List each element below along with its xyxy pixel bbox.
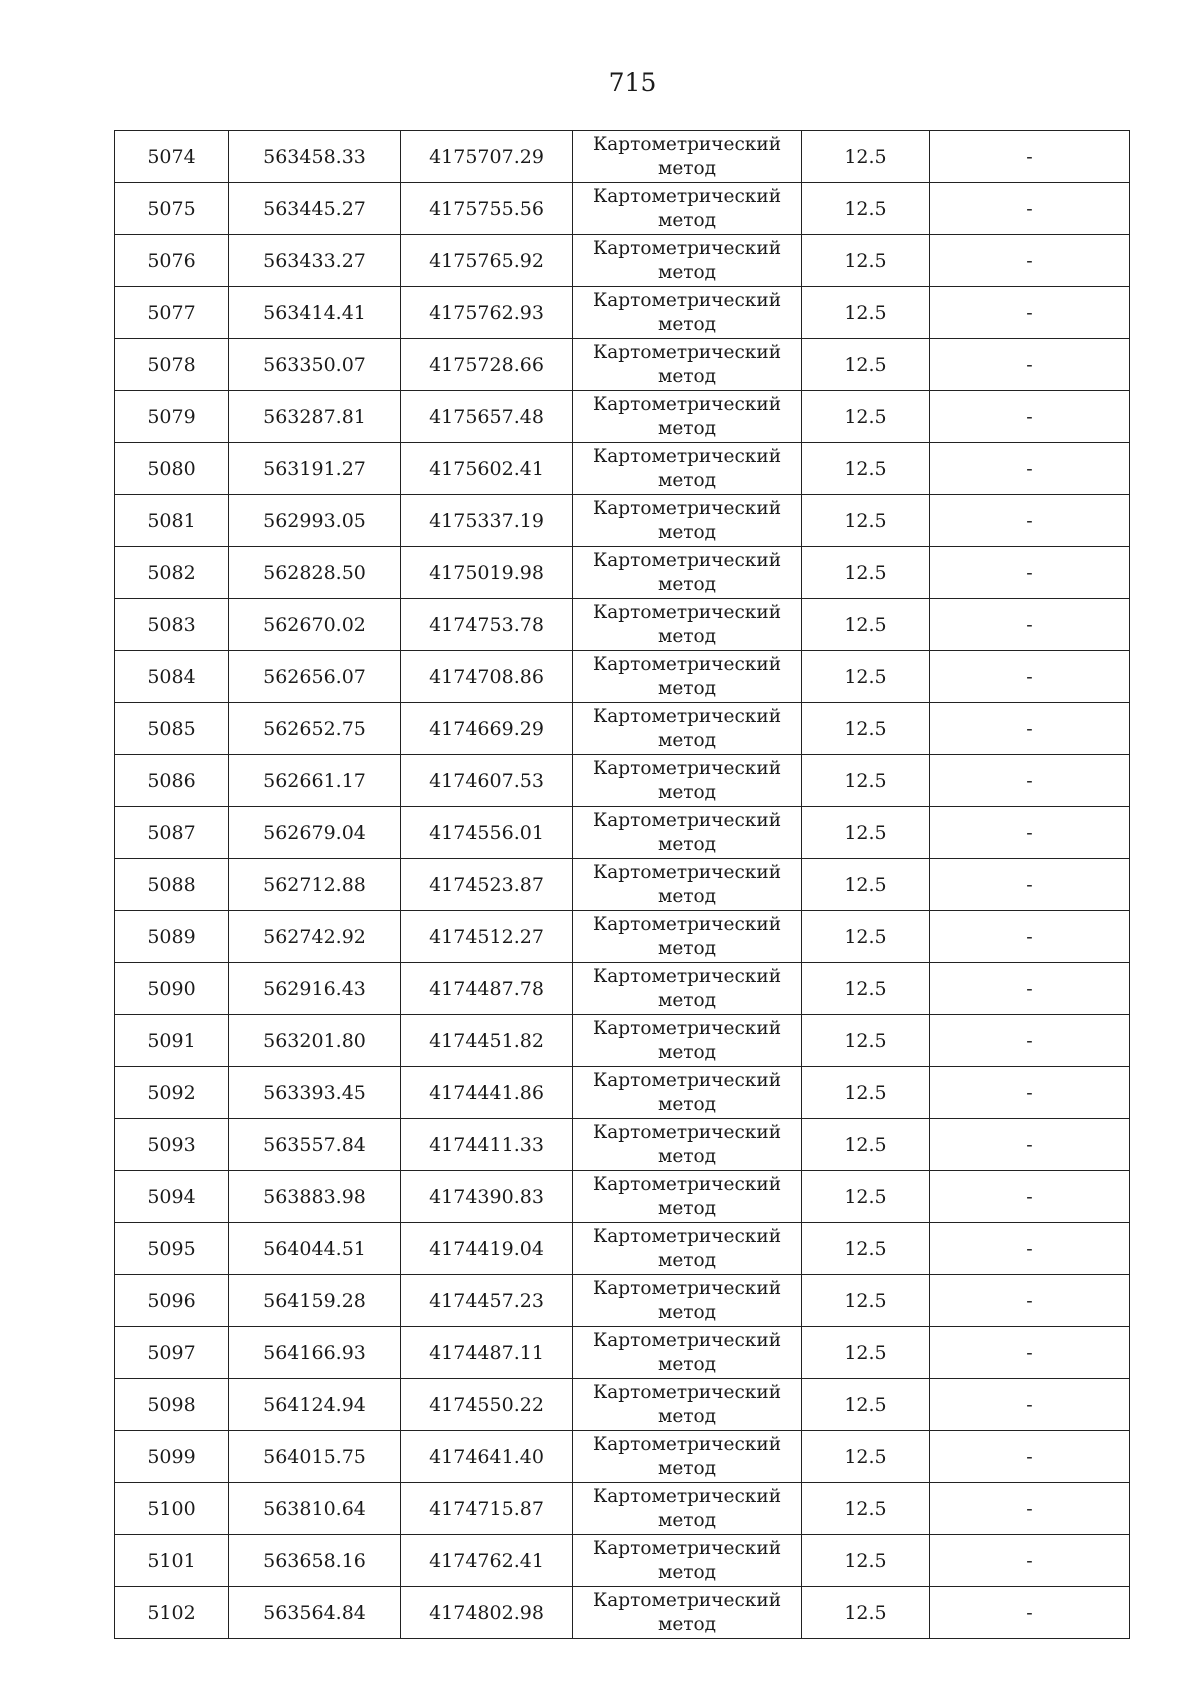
table-row	[115, 1119, 1130, 1171]
x-coordinate-cell: 563393.45	[229, 1067, 401, 1119]
accuracy-cell: 12.5	[802, 235, 930, 287]
point-number-cell: 5086	[115, 755, 229, 807]
method-cell: Картометрический метод	[573, 1327, 802, 1379]
method-cell: Картометрический метод	[573, 1379, 802, 1431]
y-coordinate-cell: 4174411.33	[401, 1119, 573, 1171]
y-coordinate-cell: 4174708.86	[401, 651, 573, 703]
point-number-cell: 5076	[115, 235, 229, 287]
table-row	[115, 495, 1130, 547]
point-number-cell: 5093	[115, 1119, 229, 1171]
point-number-cell: 5095	[115, 1223, 229, 1275]
point-number-cell: 5085	[115, 703, 229, 755]
x-coordinate-cell: 563445.27	[229, 183, 401, 235]
accuracy-cell: 12.5	[802, 1379, 930, 1431]
x-coordinate-cell: 564159.28	[229, 1275, 401, 1327]
method-cell: Картометрический метод	[573, 1483, 802, 1535]
y-coordinate-cell: 4175755.56	[401, 183, 573, 235]
point-number-cell: 5077	[115, 287, 229, 339]
table-row	[115, 1431, 1130, 1483]
table-row	[115, 1535, 1130, 1587]
accuracy-cell: 12.5	[802, 1223, 930, 1275]
note-cell: -	[930, 1119, 1130, 1171]
note-cell: -	[930, 1431, 1130, 1483]
x-coordinate-cell: 562679.04	[229, 807, 401, 859]
accuracy-cell: 12.5	[802, 1067, 930, 1119]
y-coordinate-cell: 4175765.92	[401, 235, 573, 287]
accuracy-cell: 12.5	[802, 131, 930, 183]
point-number-cell: 5100	[115, 1483, 229, 1535]
note-cell: -	[930, 599, 1130, 651]
x-coordinate-cell: 562993.05	[229, 495, 401, 547]
table-row	[115, 547, 1130, 599]
accuracy-cell: 12.5	[802, 703, 930, 755]
accuracy-cell: 12.5	[802, 755, 930, 807]
note-cell: -	[930, 1223, 1130, 1275]
point-number-cell: 5084	[115, 651, 229, 703]
point-number-cell: 5081	[115, 495, 229, 547]
note-cell: -	[930, 547, 1130, 599]
point-number-cell: 5074	[115, 131, 229, 183]
accuracy-cell: 12.5	[802, 599, 930, 651]
x-coordinate-cell: 562656.07	[229, 651, 401, 703]
y-coordinate-cell: 4174457.23	[401, 1275, 573, 1327]
y-coordinate-cell: 4174762.41	[401, 1535, 573, 1587]
note-cell: -	[930, 1327, 1130, 1379]
method-cell: Картометрический метод	[573, 599, 802, 651]
x-coordinate-cell: 563658.16	[229, 1535, 401, 1587]
method-cell: Картометрический метод	[573, 391, 802, 443]
accuracy-cell: 12.5	[802, 391, 930, 443]
accuracy-cell: 12.5	[802, 963, 930, 1015]
table-row	[115, 1483, 1130, 1535]
note-cell: -	[930, 1379, 1130, 1431]
table-row	[115, 1015, 1130, 1067]
y-coordinate-cell: 4174550.22	[401, 1379, 573, 1431]
y-coordinate-cell: 4175728.66	[401, 339, 573, 391]
y-coordinate-cell: 4174556.01	[401, 807, 573, 859]
table-row	[115, 339, 1130, 391]
accuracy-cell: 12.5	[802, 1483, 930, 1535]
table-row	[115, 391, 1130, 443]
note-cell: -	[930, 1483, 1130, 1535]
point-number-cell: 5090	[115, 963, 229, 1015]
method-cell: Картометрический метод	[573, 911, 802, 963]
x-coordinate-cell: 562652.75	[229, 703, 401, 755]
point-number-cell: 5096	[115, 1275, 229, 1327]
point-number-cell: 5083	[115, 599, 229, 651]
x-coordinate-cell: 563287.81	[229, 391, 401, 443]
y-coordinate-cell: 4174669.29	[401, 703, 573, 755]
x-coordinate-cell: 563191.27	[229, 443, 401, 495]
table-row	[115, 1067, 1130, 1119]
coordinates-table	[114, 130, 1130, 1639]
accuracy-cell: 12.5	[802, 339, 930, 391]
table-row	[115, 963, 1130, 1015]
table-row	[115, 703, 1130, 755]
method-cell: Картометрический метод	[573, 547, 802, 599]
point-number-cell: 5092	[115, 1067, 229, 1119]
accuracy-cell: 12.5	[802, 1535, 930, 1587]
table-row	[115, 443, 1130, 495]
accuracy-cell: 12.5	[802, 443, 930, 495]
y-coordinate-cell: 4174487.11	[401, 1327, 573, 1379]
y-coordinate-cell: 4175657.48	[401, 391, 573, 443]
method-cell: Картометрический метод	[573, 183, 802, 235]
x-coordinate-cell: 562712.88	[229, 859, 401, 911]
note-cell: -	[930, 807, 1130, 859]
method-cell: Картометрический метод	[573, 859, 802, 911]
method-cell: Картометрический метод	[573, 235, 802, 287]
table-row	[115, 1275, 1130, 1327]
method-cell: Картометрический метод	[573, 963, 802, 1015]
table-row	[115, 807, 1130, 859]
x-coordinate-cell: 563414.41	[229, 287, 401, 339]
x-coordinate-cell: 563458.33	[229, 131, 401, 183]
table-row	[115, 235, 1130, 287]
table-row	[115, 287, 1130, 339]
x-coordinate-cell: 563350.07	[229, 339, 401, 391]
table-row	[115, 131, 1130, 183]
x-coordinate-cell: 563557.84	[229, 1119, 401, 1171]
accuracy-cell: 12.5	[802, 1171, 930, 1223]
point-number-cell: 5101	[115, 1535, 229, 1587]
method-cell: Картометрический метод	[573, 703, 802, 755]
method-cell: Картометрический метод	[573, 807, 802, 859]
y-coordinate-cell: 4174753.78	[401, 599, 573, 651]
x-coordinate-cell: 562670.02	[229, 599, 401, 651]
table-row	[115, 1379, 1130, 1431]
note-cell: -	[930, 235, 1130, 287]
y-coordinate-cell: 4174512.27	[401, 911, 573, 963]
x-coordinate-cell: 563564.84	[229, 1587, 401, 1639]
note-cell: -	[930, 755, 1130, 807]
method-cell: Картометрический метод	[573, 1587, 802, 1639]
point-number-cell: 5078	[115, 339, 229, 391]
accuracy-cell: 12.5	[802, 1119, 930, 1171]
y-coordinate-cell: 4174487.78	[401, 963, 573, 1015]
note-cell: -	[930, 859, 1130, 911]
method-cell: Картометрический метод	[573, 651, 802, 703]
method-cell: Картометрический метод	[573, 1067, 802, 1119]
x-coordinate-cell: 564166.93	[229, 1327, 401, 1379]
method-cell: Картометрический метод	[573, 1171, 802, 1223]
point-number-cell: 5102	[115, 1587, 229, 1639]
y-coordinate-cell: 4174441.86	[401, 1067, 573, 1119]
note-cell: -	[930, 495, 1130, 547]
accuracy-cell: 12.5	[802, 1275, 930, 1327]
page-number: 715	[608, 68, 657, 97]
method-cell: Картометрический метод	[573, 1535, 802, 1587]
note-cell: -	[930, 339, 1130, 391]
accuracy-cell: 12.5	[802, 287, 930, 339]
accuracy-cell: 12.5	[802, 547, 930, 599]
note-cell: -	[930, 391, 1130, 443]
method-cell: Картометрический метод	[573, 287, 802, 339]
accuracy-cell: 12.5	[802, 183, 930, 235]
x-coordinate-cell: 563883.98	[229, 1171, 401, 1223]
x-coordinate-cell: 564124.94	[229, 1379, 401, 1431]
note-cell: -	[930, 1171, 1130, 1223]
point-number-cell: 5080	[115, 443, 229, 495]
accuracy-cell: 12.5	[802, 1327, 930, 1379]
table-body	[115, 131, 1130, 1639]
point-number-cell: 5097	[115, 1327, 229, 1379]
accuracy-cell: 12.5	[802, 495, 930, 547]
point-number-cell: 5082	[115, 547, 229, 599]
method-cell: Картометрический метод	[573, 1275, 802, 1327]
note-cell: -	[930, 131, 1130, 183]
method-cell: Картометрический метод	[573, 1119, 802, 1171]
table-row	[115, 651, 1130, 703]
table-row	[115, 1171, 1130, 1223]
x-coordinate-cell: 562916.43	[229, 963, 401, 1015]
x-coordinate-cell: 563201.80	[229, 1015, 401, 1067]
table-row	[115, 1587, 1130, 1639]
note-cell: -	[930, 1275, 1130, 1327]
y-coordinate-cell: 4175019.98	[401, 547, 573, 599]
method-cell: Картометрический метод	[573, 443, 802, 495]
x-coordinate-cell: 563433.27	[229, 235, 401, 287]
y-coordinate-cell: 4175337.19	[401, 495, 573, 547]
table-row	[115, 599, 1130, 651]
accuracy-cell: 12.5	[802, 1015, 930, 1067]
method-cell: Картометрический метод	[573, 1223, 802, 1275]
x-coordinate-cell: 562828.50	[229, 547, 401, 599]
point-number-cell: 5075	[115, 183, 229, 235]
note-cell: -	[930, 1587, 1130, 1639]
note-cell: -	[930, 911, 1130, 963]
accuracy-cell: 12.5	[802, 651, 930, 703]
note-cell: -	[930, 443, 1130, 495]
accuracy-cell: 12.5	[802, 911, 930, 963]
note-cell: -	[930, 1015, 1130, 1067]
accuracy-cell: 12.5	[802, 1431, 930, 1483]
method-cell: Картометрический метод	[573, 755, 802, 807]
note-cell: -	[930, 651, 1130, 703]
point-number-cell: 5087	[115, 807, 229, 859]
y-coordinate-cell: 4174607.53	[401, 755, 573, 807]
y-coordinate-cell: 4175707.29	[401, 131, 573, 183]
note-cell: -	[930, 183, 1130, 235]
y-coordinate-cell: 4174390.83	[401, 1171, 573, 1223]
table-row	[115, 859, 1130, 911]
point-number-cell: 5079	[115, 391, 229, 443]
point-number-cell: 5098	[115, 1379, 229, 1431]
x-coordinate-cell: 562742.92	[229, 911, 401, 963]
table-row	[115, 1327, 1130, 1379]
x-coordinate-cell: 564044.51	[229, 1223, 401, 1275]
note-cell: -	[930, 1535, 1130, 1587]
x-coordinate-cell: 564015.75	[229, 1431, 401, 1483]
table-row	[115, 183, 1130, 235]
y-coordinate-cell: 4174523.87	[401, 859, 573, 911]
method-cell: Картометрический метод	[573, 495, 802, 547]
accuracy-cell: 12.5	[802, 1587, 930, 1639]
y-coordinate-cell: 4174802.98	[401, 1587, 573, 1639]
table-row	[115, 755, 1130, 807]
y-coordinate-cell: 4174419.04	[401, 1223, 573, 1275]
accuracy-cell: 12.5	[802, 859, 930, 911]
point-number-cell: 5089	[115, 911, 229, 963]
table-row	[115, 911, 1130, 963]
method-cell: Картометрический метод	[573, 339, 802, 391]
x-coordinate-cell: 562661.17	[229, 755, 401, 807]
y-coordinate-cell: 4174451.82	[401, 1015, 573, 1067]
x-coordinate-cell: 563810.64	[229, 1483, 401, 1535]
y-coordinate-cell: 4175762.93	[401, 287, 573, 339]
y-coordinate-cell: 4174641.40	[401, 1431, 573, 1483]
note-cell: -	[930, 287, 1130, 339]
method-cell: Картометрический метод	[573, 1015, 802, 1067]
point-number-cell: 5088	[115, 859, 229, 911]
y-coordinate-cell: 4175602.41	[401, 443, 573, 495]
note-cell: -	[930, 703, 1130, 755]
accuracy-cell: 12.5	[802, 807, 930, 859]
method-cell: Картометрический метод	[573, 1431, 802, 1483]
y-coordinate-cell: 4174715.87	[401, 1483, 573, 1535]
table-row	[115, 1223, 1130, 1275]
point-number-cell: 5094	[115, 1171, 229, 1223]
point-number-cell: 5091	[115, 1015, 229, 1067]
note-cell: -	[930, 963, 1130, 1015]
method-cell: Картометрический метод	[573, 131, 802, 183]
note-cell: -	[930, 1067, 1130, 1119]
point-number-cell: 5099	[115, 1431, 229, 1483]
